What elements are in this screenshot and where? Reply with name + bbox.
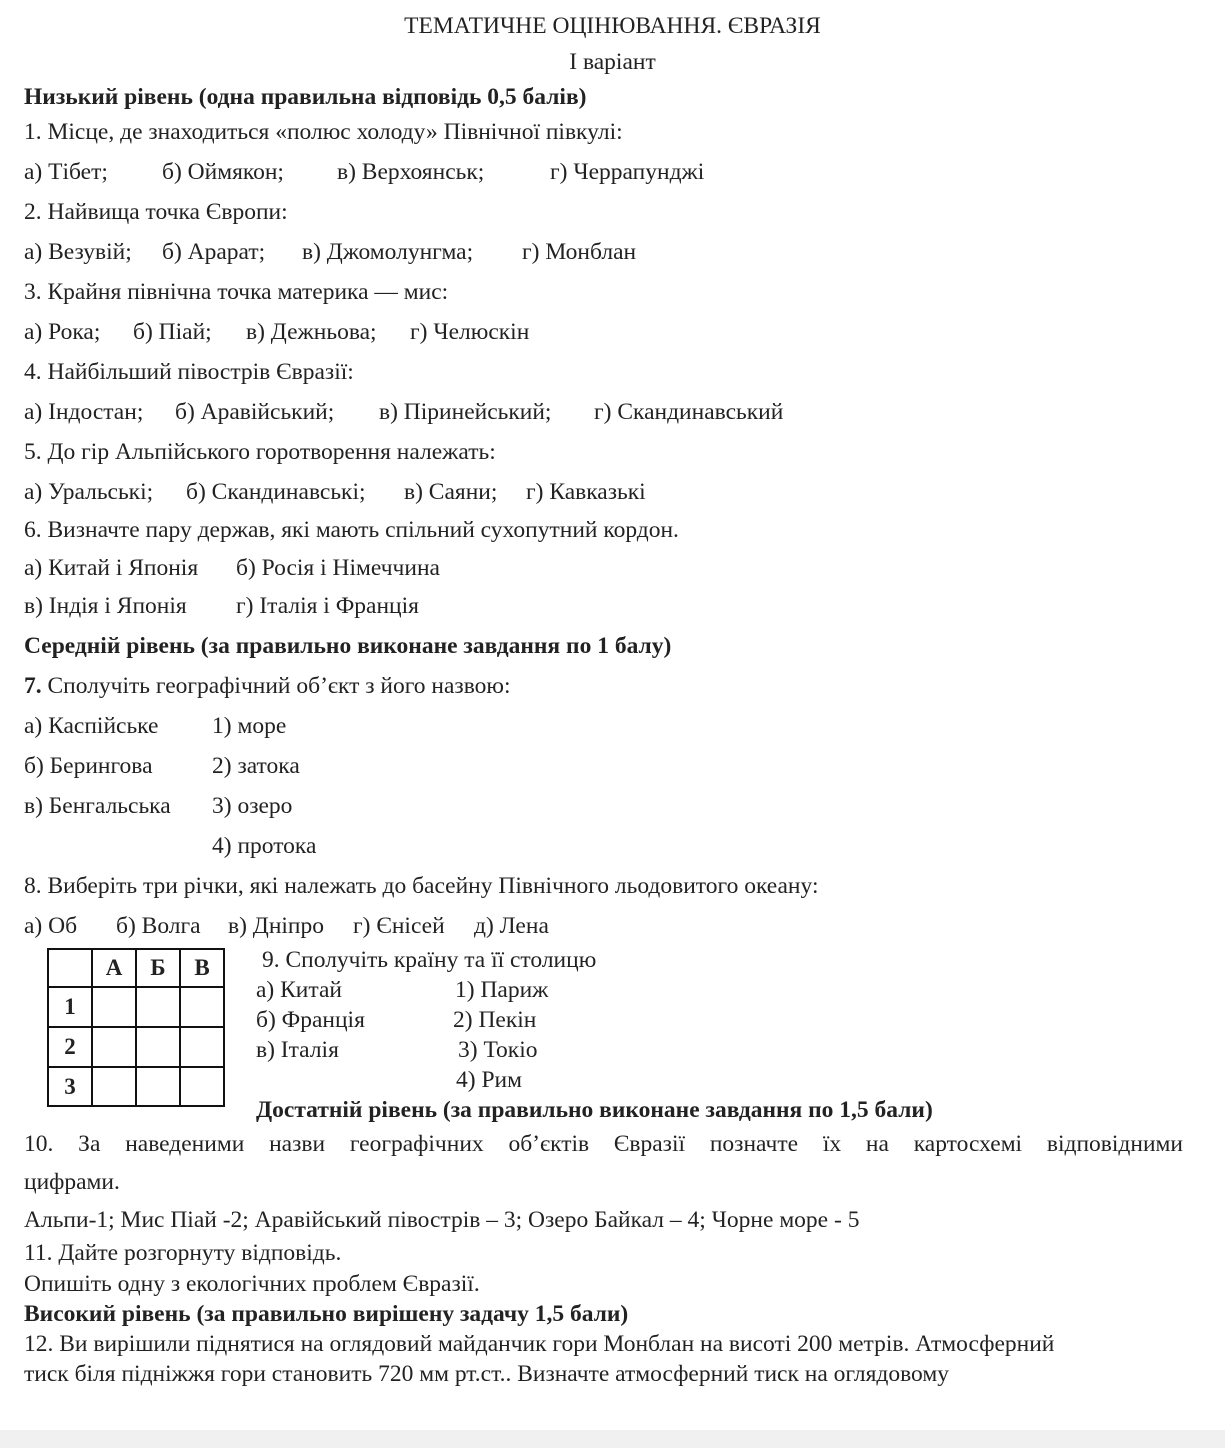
column-header: А bbox=[92, 949, 136, 987]
option: в) Саяни; bbox=[404, 479, 498, 505]
option: в) Джомолунгма; bbox=[302, 239, 474, 265]
option: б) Волга bbox=[116, 913, 201, 939]
question-1: 1. Місце, де знаходиться «полюс холоду» Північної півкулі: bbox=[24, 119, 623, 145]
question-10: 10. За наведеними назви географічних об’єктів Євразії позначте їх на картосхемі відповідними bbox=[24, 1131, 1183, 1157]
level-heading-medium: Середній рівень (за правильно виконане завдання по 1 балу) bbox=[24, 633, 672, 659]
answer-cell[interactable] bbox=[180, 1027, 224, 1067]
option: д) Лена bbox=[474, 913, 549, 939]
option: г) Єнісей bbox=[353, 913, 445, 939]
question-7 bbox=[24, 671, 510, 701]
option: б) Франція bbox=[256, 1007, 365, 1033]
option: в) Бенгальська bbox=[24, 793, 171, 819]
option: 2) затока bbox=[212, 753, 300, 779]
question-11-task: Опишіть одну з екологічних проблем Євразії. bbox=[24, 1271, 480, 1297]
question-10-objects: Альпи-1; Мис Піай -2; Аравійський півострів – 3; Озеро Байкал – 4; Чорне море - 5 bbox=[24, 1207, 860, 1233]
question-2: 2. Найвища точка Європи: bbox=[24, 199, 288, 225]
row-header: 2 bbox=[48, 1027, 92, 1067]
option: б) Росія і Німеччина bbox=[236, 555, 440, 581]
column-header: В bbox=[180, 949, 224, 987]
option: а) Уральські; bbox=[24, 479, 154, 505]
option: а) Об bbox=[24, 913, 78, 939]
variant-label: І варіант bbox=[569, 49, 656, 75]
option: в) Дніпро bbox=[228, 913, 325, 939]
option: 3) Токіо bbox=[458, 1037, 538, 1063]
option: в) Італія bbox=[256, 1037, 339, 1063]
option: 1) море bbox=[212, 713, 287, 739]
table-corner bbox=[48, 949, 92, 987]
option: а) Китай і Японія bbox=[24, 555, 199, 581]
option: а) Каспійське bbox=[24, 713, 159, 739]
option: а) Тібет; bbox=[24, 159, 108, 185]
option: а) Везувій; bbox=[24, 239, 132, 265]
question-10-cont: цифрами. bbox=[24, 1169, 120, 1195]
option: б) Оймякон; bbox=[162, 159, 284, 185]
option: б) Аравійський; bbox=[175, 399, 335, 425]
answer-cell[interactable] bbox=[180, 987, 224, 1027]
answer-cell[interactable] bbox=[92, 1067, 136, 1106]
level-heading-high: Високий рівень (за правильно вирішену задачу 1,5 бали) bbox=[24, 1301, 629, 1327]
answer-cell[interactable] bbox=[92, 1027, 136, 1067]
answer-cell[interactable] bbox=[136, 1027, 180, 1067]
option: б) Берингова bbox=[24, 753, 153, 779]
option: г) Скандинавський bbox=[594, 399, 784, 425]
option: г) Кавказькі bbox=[526, 479, 646, 505]
option: г) Черрапунджі bbox=[550, 159, 705, 185]
page-title: ТЕМАТИЧНЕ ОЦІНЮВАННЯ. ЄВРАЗІЯ bbox=[404, 13, 821, 39]
option: 3) озеро bbox=[212, 793, 293, 819]
question-4: 4. Найбільший півострів Євразії: bbox=[24, 359, 354, 385]
option: а) Рока; bbox=[24, 319, 101, 345]
option: г) Монблан bbox=[522, 239, 637, 265]
question-9: 9. Сполучіть країну та її столицю bbox=[262, 947, 597, 973]
option: 1) Париж bbox=[455, 977, 549, 1003]
option: 4) протока bbox=[212, 833, 317, 859]
question-8: 8. Виберіть три річки, які належать до басейну Північного льодовитого океану: bbox=[24, 873, 819, 899]
answer-cell[interactable] bbox=[136, 1067, 180, 1106]
question-text: Сполучіть географічний об’єкт з його назвою: bbox=[41, 673, 511, 699]
question-6: 6. Визначте пару держав, які мають спільний сухопутний кордон. bbox=[24, 517, 679, 543]
option: г) Італія і Франція bbox=[236, 593, 419, 619]
question-12-cont: тиск біля підніжжя гори становить 720 мм рт.ст.. Визначте атмосферний тиск на оглядовому bbox=[24, 1361, 949, 1387]
option: в) Верхоянськ; bbox=[337, 159, 485, 185]
option: б) Арарат; bbox=[162, 239, 266, 265]
level-heading-low: Низький рівень (одна правильна відповідь 0,5 балів) bbox=[24, 84, 587, 110]
row-header: 1 bbox=[48, 987, 92, 1027]
question-12: 12. Ви вирішили піднятися на оглядовий майданчик гори Монблан на висоті 200 метрів. Атмосферний bbox=[24, 1331, 1055, 1357]
question-5: 5. До гір Альпійського горотворення належать: bbox=[24, 439, 496, 465]
answer-cell[interactable] bbox=[180, 1067, 224, 1106]
question-3: 3. Крайня північна точка материка — мис: bbox=[24, 279, 449, 305]
answer-cell[interactable] bbox=[136, 987, 180, 1027]
level-heading-sufficient: Достатній рівень (за правильно виконане завдання по 1,5 бали) bbox=[256, 1097, 933, 1123]
answer-cell[interactable] bbox=[92, 987, 136, 1027]
question-11: 11. Дайте розгорнуту відповідь. bbox=[24, 1240, 342, 1266]
option: а) Китай bbox=[256, 977, 342, 1003]
option: в) Індія і Японія bbox=[24, 593, 187, 619]
option: в) Дежньова; bbox=[246, 319, 377, 345]
column-header: Б bbox=[136, 949, 180, 987]
option: б) Піай; bbox=[133, 319, 212, 345]
answer-table bbox=[47, 948, 225, 1107]
option: 2) Пекін bbox=[453, 1007, 537, 1033]
option: в) Піринейський; bbox=[379, 399, 552, 425]
option: а) Індостан; bbox=[24, 399, 144, 425]
option: г) Челюскін bbox=[410, 319, 530, 345]
option: б) Скандинавські; bbox=[186, 479, 366, 505]
row-header: 3 bbox=[48, 1067, 92, 1106]
question-number: 7. bbox=[24, 673, 42, 699]
option: 4) Рим bbox=[456, 1067, 522, 1093]
